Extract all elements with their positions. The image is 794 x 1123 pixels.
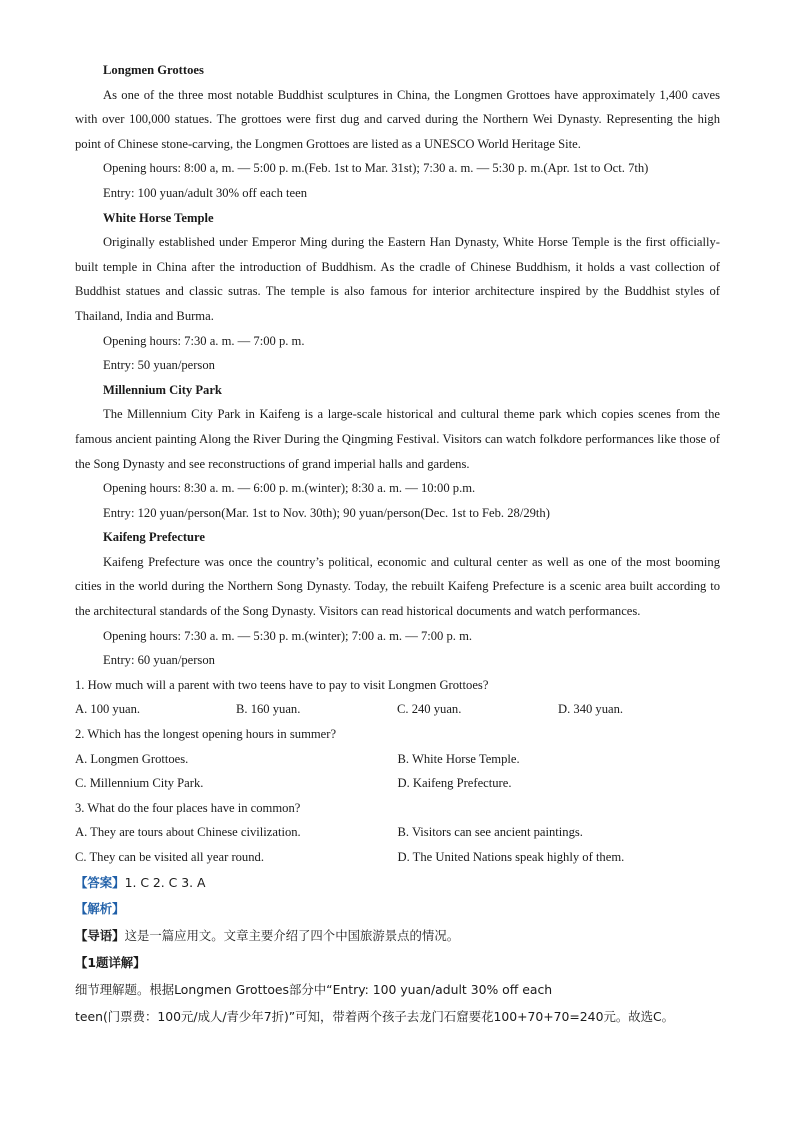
explanation-line-2: teen(门票费：100元/成人/青少年7折)”可知，带着两个孩子去龙门石窟要花100+70+70=240元。故选C。 — [75, 1008, 675, 1024]
question-3-option-c: C. They can be visited all year round. — [75, 850, 264, 864]
question-2-option-a: A. Longmen Grottoes. — [75, 751, 189, 766]
question-2-stem: 2. Which has the longest opening hours in summer? — [75, 727, 337, 742]
question-2-option-c: C. Millennium City Park. — [75, 776, 204, 791]
question-3-options-row-1 — [75, 820, 720, 845]
question-1-option-b: B. 160 yuan. — [236, 702, 301, 717]
guide-text: 这是一篇应用文。文章主要介绍了四个中国旅游景点的情况。 — [124, 927, 460, 943]
detail-1-label: 【1题详解】 — [75, 954, 146, 970]
whitehorse-title: White Horse Temple — [103, 210, 214, 225]
guide-line — [75, 922, 720, 949]
explanation-line-1: 细节理解题。根据Longmen Grottoes部分中“Entry: 100 yuan/adult 30% off each — [75, 981, 553, 997]
question-2-option-d: D. Kaifeng Prefecture. — [397, 776, 512, 791]
millennium-hours: Opening hours: 8:30 a. m. — 6:00 p. m.(winter); 8:30 a. m. — 10:00 p.m. — [103, 481, 476, 496]
whitehorse-description: Originally established under Emperor Ming during the Eastern Han Dynasty, White Horse Temple is the first officially-built temple in China after the introduction of Buddhism. As the cradle of Chinese Buddhism, it holds a vast collection of Buddhist statues and classic sutras. The temple is also famous for interior architecture inspired by the Buddhist styles of Thailand, India and Burma. — [75, 235, 720, 323]
question-3-options-row-2 — [75, 845, 720, 870]
whitehorse-entry: Entry: 50 yuan/person — [103, 358, 215, 373]
analysis-label: 【解析】 — [75, 900, 125, 916]
kaifeng-description: Kaifeng Prefecture was once the country’s political, economic and cultural center as well as one of the most booming cities in the world during the Northern Song Dynasty. Today, the rebuilt Kaifeng Prefecture is a scenic area built according to the architectural standards of the Song Dynasty. Visitors can read historical documents and watch performances. — [75, 554, 720, 619]
analysis-line — [75, 896, 720, 922]
longmen-entry: Entry: 100 yuan/adult 30% off each teen — [103, 185, 308, 200]
millennium-entry: Entry: 120 yuan/person(Mar. 1st to Nov. 30th); 90 yuan/person(Dec. 1st to Feb. 28/29th) — [103, 505, 550, 520]
kaifeng-hours: Opening hours: 7:30 a. m. — 5:30 p. m.(winter); 7:00 a. m. — 7:00 p. m. — [103, 628, 473, 643]
question-3-stem: 3. What do the four places have in common? — [75, 800, 301, 815]
guide-label: 【导语】 — [75, 927, 125, 943]
document-page — [75, 58, 720, 1030]
longmen-hours: Opening hours: 8:00 a, m. — 5:00 p. m.(Feb. 1st to Mar. 31st); 7:30 a. m. — 5:30 p. m.(Apr. 1st to Oct. 7th) — [103, 161, 649, 176]
millennium-title: Millennium City Park — [103, 382, 222, 397]
answer-text: 1. C 2. C 3. A — [124, 874, 206, 890]
question-2-option-b: B. White Horse Temple. — [397, 751, 520, 766]
question-1-option-d: D. 340 yuan. — [558, 702, 624, 717]
detail-1-line — [75, 949, 720, 976]
answer-line — [75, 870, 720, 896]
kaifeng-entry: Entry: 60 yuan/person — [103, 653, 215, 668]
question-1-option-a: A. 100 yuan. — [75, 702, 141, 717]
question-3-option-a: A. They are tours about Chinese civilization. — [75, 825, 301, 840]
question-1-option-c: C. 240 yuan. — [397, 702, 462, 717]
longmen-description: As one of the three most notable Buddhist sculptures in China, the Longmen Grottoes have approximately 1,400 caves with over 100,000 statues. The grottoes were first dug and carved during the Northern Wei Dynasty. Representing the high point of Chinese stone-carving, the Longmen Grottoes are listed as a UNESCO World Heritage Site. — [75, 87, 720, 151]
answer-label: 【答案】 — [75, 874, 125, 890]
question-3-option-d: D. The United Nations speak highly of them. — [397, 850, 625, 864]
question-1-stem: 1. How much will a parent with two teens have to pay to visit Longmen Grottoes? — [75, 677, 489, 692]
longmen-title: Longmen Grottoes — [103, 63, 204, 77]
kaifeng-title: Kaifeng Prefecture — [103, 530, 205, 545]
question-3-option-b: B. Visitors can see ancient paintings. — [397, 825, 583, 840]
whitehorse-hours: Opening hours: 7:30 a. m. — 7:00 p. m. — [103, 333, 305, 348]
millennium-description: The Millennium City Park in Kaifeng is a large-scale historical and cultural theme park which copies scenes from the famous ancient painting Along the River During the Qingming Festival. Visitors can watch folkdore performances like those of the Song Dynasty and see reconstructions of grand imperial halls and gardens. — [75, 407, 720, 471]
question-2-options-row-1 — [75, 747, 720, 772]
question-1-options — [75, 697, 720, 722]
question-2-options-row-2 — [75, 771, 720, 796]
